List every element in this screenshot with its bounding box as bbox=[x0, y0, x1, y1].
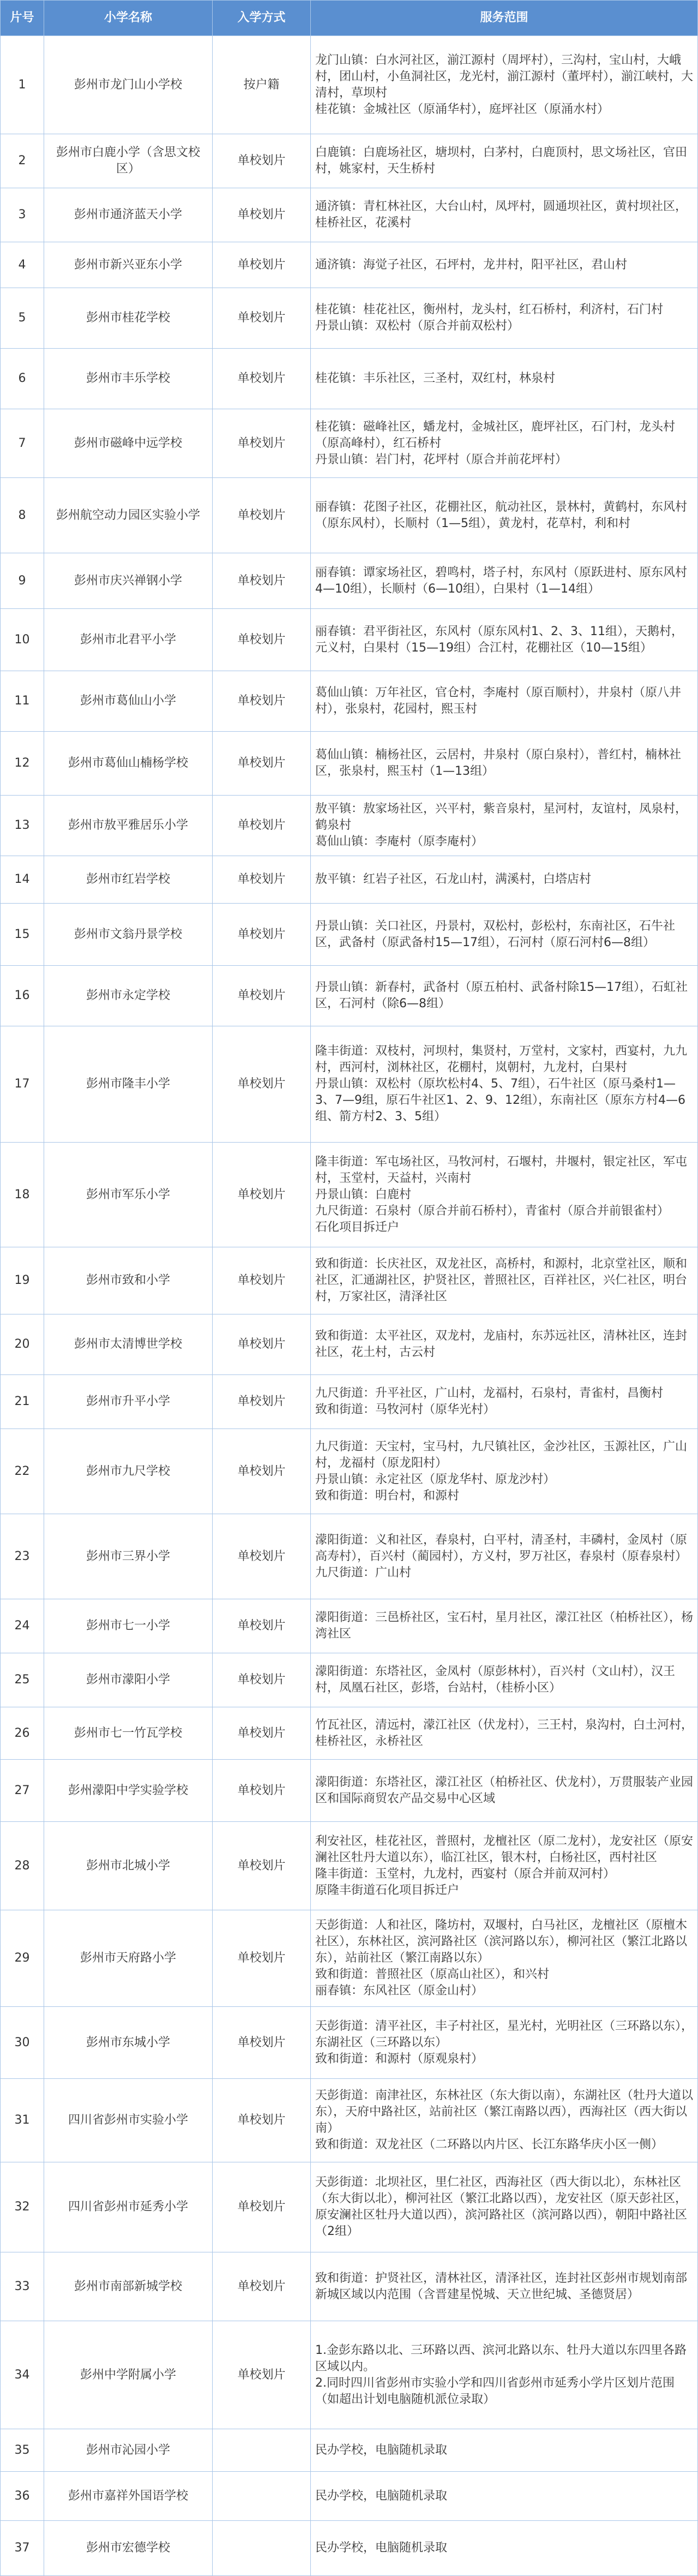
enrollment-method: 单校划片 bbox=[213, 478, 311, 553]
service-area bbox=[311, 1247, 698, 1314]
service-area bbox=[311, 1653, 698, 1707]
table-row bbox=[0, 1707, 698, 1760]
table-row bbox=[0, 1514, 698, 1599]
school-name: 彭州市葛仙山小学 bbox=[44, 671, 213, 731]
service-area-line: 濛阳街道：东塔社区，濛江社区（柏桥社区、伏龙村），万贯服装产业园区和国际商贸农产品交易中心区域 bbox=[315, 1775, 694, 1806]
service-area-line: 致和街道：和源村（原观泉村） bbox=[315, 2052, 484, 2066]
service-area bbox=[311, 856, 698, 903]
service-area bbox=[311, 796, 698, 856]
school-name: 彭州市天府路小学 bbox=[44, 1910, 213, 2006]
school-name: 彭州市文翁丹景学校 bbox=[44, 904, 213, 965]
school-name: 彭州市通济蓝天小学 bbox=[44, 188, 213, 242]
enrollment-method: 单校划片 bbox=[213, 1314, 311, 1374]
service-area-line: 濛阳街道：东塔社区，金凤村（原彭林村），百兴村（文山村），汉王村，凤凰石社区，彭塔，台站村，（桂桥小区） bbox=[315, 1665, 676, 1695]
row-number: 9 bbox=[0, 553, 44, 608]
row-number: 21 bbox=[0, 1375, 44, 1429]
school-name: 彭州市永定学校 bbox=[44, 966, 213, 1026]
table-row bbox=[0, 36, 698, 134]
school-name: 彭州市七一小学 bbox=[44, 1599, 213, 1653]
row-number: 31 bbox=[0, 2079, 44, 2162]
table-row bbox=[0, 349, 698, 409]
row-number: 27 bbox=[0, 1760, 44, 1821]
school-name: 彭州市敖平雅居乐小学 bbox=[44, 796, 213, 856]
service-area bbox=[311, 2007, 698, 2078]
enrollment-method: 单校划片 bbox=[213, 188, 311, 242]
row-number: 22 bbox=[0, 1429, 44, 1514]
enrollment-method: 单校划片 bbox=[213, 671, 311, 731]
service-area-line: 隆丰街道：军屯场社区，马牧河村，石堰村，井堰村，银定社区，军屯村，玉堂村，天益村，兴南村 bbox=[315, 1155, 688, 1185]
row-number: 1 bbox=[0, 36, 44, 134]
row-number: 13 bbox=[0, 796, 44, 856]
row-number: 34 bbox=[0, 2321, 44, 2429]
service-area-line: 隆丰街道：双枝村，河坝村，集贤村，万堂村，文家村，西宴村，九九村，西河村，浏林社区，花棚村，岚朝村，九龙村，白果村 bbox=[315, 1044, 688, 1074]
school-name: 彭州市北城小学 bbox=[44, 1822, 213, 1910]
service-area-line: 竹瓦社区，清远村，濛江社区（伏龙村），三王村，泉沟村，白土河村，桂桥社区，永桥社区 bbox=[315, 1718, 694, 1748]
table-row bbox=[0, 966, 698, 1026]
table-row bbox=[0, 2472, 698, 2521]
service-area-line: 丹景山镇：岩门村，花坪村（原合并前花坪村） bbox=[315, 452, 568, 467]
table-row bbox=[0, 1910, 698, 2007]
school-name: 彭州市沁园小学 bbox=[44, 2429, 213, 2471]
table-row bbox=[0, 288, 698, 349]
service-area bbox=[311, 1910, 698, 2006]
school-name: 彭州市宏德学校 bbox=[44, 2521, 213, 2575]
service-area-line: 民办学校，电脑随机录取 bbox=[315, 2443, 448, 2457]
row-number: 3 bbox=[0, 188, 44, 242]
table-row bbox=[0, 609, 698, 671]
service-area-line: 隆丰街道：玉堂村，九龙村，西宴村（原合并前双河村） bbox=[315, 1867, 616, 1881]
service-area bbox=[311, 2321, 698, 2429]
school-name: 彭州市升平小学 bbox=[44, 1375, 213, 1429]
school-name: 彭州市军乐小学 bbox=[44, 1143, 213, 1247]
service-area bbox=[311, 966, 698, 1026]
row-number: 6 bbox=[0, 349, 44, 409]
school-name: 彭州市丰乐学校 bbox=[44, 349, 213, 409]
enrollment-method: 单校划片 bbox=[213, 1910, 311, 2006]
school-name: 彭州市太清博世学校 bbox=[44, 1314, 213, 1374]
service-area-line: 石化项目拆迁户 bbox=[315, 1220, 400, 1234]
service-area-line: 濛阳街道：三邑桥社区，宝石村，星月社区，濛江社区（柏桥社区），杨湾社区 bbox=[315, 1611, 694, 1641]
service-area-line: 白鹿镇：白鹿场社区，塘坝村，白茅村，白鹿顶村，思文场社区，官田村，姚家村，天生桥村 bbox=[315, 146, 688, 176]
enrollment-method: 单校划片 bbox=[213, 966, 311, 1026]
table-row bbox=[0, 478, 698, 553]
row-number: 28 bbox=[0, 1822, 44, 1910]
table-row bbox=[0, 1143, 698, 1247]
row-number: 33 bbox=[0, 2252, 44, 2321]
service-area bbox=[311, 349, 698, 409]
service-area-line: 民办学校，电脑随机录取 bbox=[315, 2489, 448, 2503]
school-name: 四川省彭州市延秀小学 bbox=[44, 2162, 213, 2252]
table-row bbox=[0, 1375, 698, 1429]
school-name: 彭州市濛阳小学 bbox=[44, 1653, 213, 1707]
service-area-line: 桂花镇：桂花社区，衡州村，龙头村，红石桥村，利济村，石门村 bbox=[315, 303, 664, 316]
school-name: 彭州市南部新城学校 bbox=[44, 2252, 213, 2321]
school-name: 彭州濛阳中学实验学校 bbox=[44, 1760, 213, 1821]
school-name: 彭州中学附属小学 bbox=[44, 2321, 213, 2429]
row-number: 12 bbox=[0, 732, 44, 795]
service-area bbox=[311, 732, 698, 795]
service-area bbox=[311, 2162, 698, 2252]
service-area bbox=[311, 409, 698, 477]
service-area-line: 天彭街道：南津社区，东林社区（东大街以南），东湖社区（牡丹大道以东），天府中路社区，站前社区（繁江南路以西），西海社区（西大街以南） bbox=[315, 2089, 694, 2135]
table-row bbox=[0, 2252, 698, 2321]
table-header-row bbox=[0, 0, 698, 36]
service-area-line: 丹景山镇：永定社区（原龙华村、原龙沙村） bbox=[315, 1472, 556, 1486]
service-area-line: 丹景山镇：双松村（原合并前双松村） bbox=[315, 319, 520, 333]
school-name: 彭州市三界小学 bbox=[44, 1514, 213, 1599]
enrollment-method: 按户籍 bbox=[213, 36, 311, 134]
service-area-line: 1.金彭东路以北、三环路以西、滨河北路以东、牡丹大道以东四里各路区域以内。 bbox=[315, 2343, 687, 2374]
table-row bbox=[0, 242, 698, 288]
service-area-line: 桂花镇：磁峰社区，蟠龙村，金城社区，鹿坪社区，石门村，龙头村（原高峰村），红石桥村 bbox=[315, 420, 676, 450]
enrollment-method: 单校划片 bbox=[213, 242, 311, 288]
row-number: 17 bbox=[0, 1026, 44, 1142]
table-row bbox=[0, 553, 698, 609]
header-enrollment-method: 入学方式 bbox=[213, 1, 311, 35]
table-row bbox=[0, 856, 698, 904]
school-name: 彭州航空动力园区实验小学 bbox=[44, 478, 213, 553]
row-number: 37 bbox=[0, 2521, 44, 2575]
enrollment-method: 单校划片 bbox=[213, 1143, 311, 1247]
table-row bbox=[0, 2429, 698, 2472]
service-area bbox=[311, 609, 698, 671]
enrollment-method: 单校划片 bbox=[213, 1653, 311, 1707]
enrollment-method: 单校划片 bbox=[213, 1707, 311, 1759]
service-area-line: 天彭街道：清平社区，丰子村社区，星光村，光明社区（三环路以东），东湖社区（三环路以东） bbox=[315, 2019, 694, 2049]
header-number: 片号 bbox=[0, 1, 44, 35]
service-area bbox=[311, 1026, 698, 1142]
school-name: 彭州市新兴亚东小学 bbox=[44, 242, 213, 288]
table-row bbox=[0, 1822, 698, 1910]
table-row bbox=[0, 2079, 698, 2162]
service-area bbox=[311, 1375, 698, 1429]
service-area bbox=[311, 671, 698, 731]
row-number: 15 bbox=[0, 904, 44, 965]
row-number: 10 bbox=[0, 609, 44, 671]
service-area bbox=[311, 2521, 698, 2575]
table-body bbox=[0, 36, 698, 2576]
service-area-line: 致和街道：长庆社区，双龙社区，高桥村，和源村，北京堂社区，顺和社区，汇通湖社区，护贤社区，普照社区，百祥社区，兴仁社区，明台村，万家社区，清泽社区 bbox=[315, 1257, 688, 1304]
table-row bbox=[0, 2007, 698, 2079]
header-school-name: 小学名称 bbox=[44, 1, 213, 35]
service-area bbox=[311, 1314, 698, 1374]
enrollment-method: 单校划片 bbox=[213, 1429, 311, 1514]
row-number: 26 bbox=[0, 1707, 44, 1759]
service-area bbox=[311, 553, 698, 608]
school-name: 彭州市磁峰中远学校 bbox=[44, 409, 213, 477]
row-number: 36 bbox=[0, 2472, 44, 2520]
row-number: 16 bbox=[0, 966, 44, 1026]
service-area-line: 丽春镇：东风社区（原金山村） bbox=[315, 1984, 484, 1998]
enrollment-method: 单校划片 bbox=[213, 1247, 311, 1314]
school-name: 彭州市庆兴禅钢小学 bbox=[44, 553, 213, 608]
service-area bbox=[311, 1143, 698, 1247]
service-area-line: 通济镇：青杠林社区，大台山村，凤坪村，圆通坝社区，黄村坝社区，桂桥社区，花溪村 bbox=[315, 200, 688, 230]
service-area-line: 葛仙山镇：李庵村（原李庵村） bbox=[315, 835, 484, 848]
school-name: 彭州市白鹿小学（含思文校区） bbox=[44, 134, 213, 188]
row-number: 25 bbox=[0, 1653, 44, 1707]
enrollment-method: 单校划片 bbox=[213, 134, 311, 188]
enrollment-method: 单校划片 bbox=[213, 553, 311, 608]
row-number: 14 bbox=[0, 856, 44, 903]
service-area-line: 九尺街道：升平社区，广山村，龙福村，石泉村，青雀村，昌衡村 bbox=[315, 1386, 664, 1400]
service-area bbox=[311, 2429, 698, 2471]
service-area bbox=[311, 904, 698, 965]
table-row bbox=[0, 904, 698, 966]
service-area-line: 民办学校，电脑随机录取 bbox=[315, 2541, 448, 2555]
service-area-line: 致和街道：明台村，和源村 bbox=[315, 1489, 460, 1503]
service-area-line: 致和街道：太平社区，双龙村，龙庙村，东苏远社区，清林社区，连封社区，花土村，古云村 bbox=[315, 1329, 688, 1359]
service-area-line: 通济镇：海觉子社区，石坪村，龙井村，阳平社区，君山村 bbox=[315, 258, 628, 272]
table-row bbox=[0, 1429, 698, 1514]
enrollment-method: 单校划片 bbox=[213, 1822, 311, 1910]
service-area-line: 致和街道：护贤社区，清林社区，清泽社区，连封社区彭州市规划南部新城区域以内范围（含晋建星悦城、天立世纪城、圣德贤居） bbox=[315, 2271, 688, 2302]
school-name: 彭州市北君平小学 bbox=[44, 609, 213, 671]
table-row bbox=[0, 1247, 698, 1314]
table-row bbox=[0, 1314, 698, 1375]
enrollment-method: 单校划片 bbox=[213, 1026, 311, 1142]
service-area-line: 丹景山镇：新春村，武备村（原五柏村、武备村除15—17组），石虹社区，石河村（除6—8组） bbox=[315, 981, 688, 1011]
service-area bbox=[311, 1760, 698, 1821]
enrollment-method: 单校划片 bbox=[213, 2252, 311, 2321]
row-number: 19 bbox=[0, 1247, 44, 1314]
service-area-line: 利安社区，桂花社区，普照村，龙檀社区（原二龙村），龙安社区（原安澜社区牡丹大道以东），临江社区，银木村，白杨社区，西村社区 bbox=[315, 1834, 694, 1864]
service-area-line: 丹景山镇：关口社区，丹景村，双松村，彭松村，东南社区，石牛社区，武备村（原武备村15—17组），石河村（原石河村6—8组） bbox=[315, 919, 676, 949]
school-name: 彭州市桂花学校 bbox=[44, 288, 213, 348]
row-number: 29 bbox=[0, 1910, 44, 2006]
school-name: 彭州市致和小学 bbox=[44, 1247, 213, 1314]
service-area-line: 九尺街道：石泉村（原合并前石桥村），青雀村（原合并前银雀村） bbox=[315, 1204, 670, 1218]
school-name: 四川省彭州市实验小学 bbox=[44, 2079, 213, 2162]
service-area bbox=[311, 188, 698, 242]
service-area-line: 致和街道：马牧河村（原华光村） bbox=[315, 1403, 496, 1416]
enrollment-method: 单校划片 bbox=[213, 2321, 311, 2429]
service-area-line: 致和街道：双龙社区（二环路以内片区、长江东路华庆小区一侧） bbox=[315, 2138, 664, 2151]
service-area-line: 丹景山镇：双松村（原坎松村4、5、7组），石牛社区（原马桑村1—3、7—9组，原石牛社区1、2、9、12组），东南社区（原东方村4—6组、箭方村2、3、5组） bbox=[315, 1077, 685, 1123]
service-area-line: 九尺街道：广山村 bbox=[315, 1565, 412, 1580]
row-number: 4 bbox=[0, 242, 44, 288]
row-number: 2 bbox=[0, 134, 44, 188]
service-area-line: 丽春镇：花图子社区，花棚社区，航动社区，景林村，黄鹤村，东风村（原东风村），长顺村（1—5组），黄龙村，花草村，利和村 bbox=[315, 500, 688, 530]
service-area-line: 葛仙山镇：楠杨社区，云居村，井泉村（原白泉村），普红村，楠林社区，张泉村，熙玉村（1—13组） bbox=[315, 748, 682, 778]
service-area bbox=[311, 1707, 698, 1759]
table-row bbox=[0, 671, 698, 732]
service-area-line: 2.同时四川省彭州市实验小学和四川省彭州市延秀小学片区划片范围（如超出计划电脑随机派位录取） bbox=[315, 2376, 675, 2406]
enrollment-method: 单校划片 bbox=[213, 904, 311, 965]
school-name: 彭州市嘉祥外国语学校 bbox=[44, 2472, 213, 2520]
header-service-area: 服务范围 bbox=[311, 1, 698, 35]
school-name: 彭州市七一竹瓦学校 bbox=[44, 1707, 213, 1759]
school-name: 彭州市龙门山小学校 bbox=[44, 36, 213, 134]
enrollment-method: 单校划片 bbox=[213, 349, 311, 409]
school-name: 彭州市红岩学校 bbox=[44, 856, 213, 903]
service-area-line: 龙门山镇：白水河社区，湔江源村（周坪村），三沟村，宝山村，大峨村，团山村，小鱼洞社区，龙光村，湔江源村（董坪村），湔江峡村，大清村，草坝村 bbox=[315, 53, 694, 100]
service-area-line: 敖平镇：敖家场社区，兴平村，紫音泉村，星河村，友谊村，凤泉村，鹤泉村 bbox=[315, 802, 688, 832]
service-area-line: 桂花镇：丰乐社区，三圣村，双红村，林泉村 bbox=[315, 372, 556, 385]
table-row bbox=[0, 188, 698, 242]
service-area-line: 桂花镇：金城社区（原涌华村），庭坪社区（原涌水村） bbox=[315, 102, 610, 116]
table-row bbox=[0, 134, 698, 188]
service-area bbox=[311, 36, 698, 134]
row-number: 32 bbox=[0, 2162, 44, 2252]
row-number: 7 bbox=[0, 409, 44, 477]
enrollment-method: 单校划片 bbox=[213, 409, 311, 477]
enrollment-method: 单校划片 bbox=[213, 1514, 311, 1599]
row-number: 23 bbox=[0, 1514, 44, 1599]
service-area bbox=[311, 1599, 698, 1653]
service-area bbox=[311, 1429, 698, 1514]
service-area bbox=[311, 1822, 698, 1910]
service-area-line: 丽春镇：谭家场社区，碧鸣村，塔子村，东风村（原跃进村、原东风村4—10组），长顺村（6—10组），白果村（1—14组） bbox=[315, 565, 688, 596]
table-row bbox=[0, 796, 698, 856]
enrollment-method: 单校划片 bbox=[213, 2162, 311, 2252]
row-number: 8 bbox=[0, 478, 44, 553]
row-number: 11 bbox=[0, 671, 44, 731]
service-area-line: 丽春镇：君平街社区，东风村（原东风村1、2、3、11组），天鹅村，元义村，白果村（15—19组）合江村，花棚社区（10—15组） bbox=[315, 624, 683, 655]
row-number: 20 bbox=[0, 1314, 44, 1374]
service-area-line: 濛阳街道：义和社区，春泉村，白平村，清圣村，丰磷村，金凤村（原高寿村），百兴村（蔺园村），方义村，罗万社区，春泉村（原春泉村） bbox=[315, 1533, 688, 1563]
table-row bbox=[0, 1760, 698, 1822]
table-row bbox=[0, 2162, 698, 2252]
enrollment-method: 单校划片 bbox=[213, 288, 311, 348]
service-area-line: 敖平镇：红岩子社区，石龙山村，满溪村，白塔店村 bbox=[315, 872, 592, 886]
enrollment-method: 单校划片 bbox=[213, 856, 311, 903]
enrollment-method: 单校划片 bbox=[213, 609, 311, 671]
enrollment-method: 单校划片 bbox=[213, 1760, 311, 1821]
row-number: 24 bbox=[0, 1599, 44, 1653]
enrollment-method bbox=[213, 2472, 311, 2520]
service-area-line: 天彭街道：人和社区，隆坊村，双堰村，白马社区，龙檀社区（原檀木社区），东林社区，滨河路社区（滨河路以东），柳河社区（繁江北路以东），站前社区（繁江南路以东） bbox=[315, 1918, 688, 1965]
table-row bbox=[0, 732, 698, 796]
row-number: 30 bbox=[0, 2007, 44, 2078]
service-area-line: 九尺街道：天宝村，宝马村，九尺镇社区，金沙社区，玉源社区，广山村，龙福村（原龙阳村） bbox=[315, 1439, 688, 1470]
service-area-line: 原隆丰街道石化项目拆迁户 bbox=[315, 1883, 460, 1897]
service-area bbox=[311, 1514, 698, 1599]
enrollment-method: 单校划片 bbox=[213, 1599, 311, 1653]
service-area bbox=[311, 2252, 698, 2321]
enrollment-method: 单校划片 bbox=[213, 2007, 311, 2078]
table-row bbox=[0, 1653, 698, 1707]
enrollment-method: 单校划片 bbox=[213, 732, 311, 795]
service-area bbox=[311, 134, 698, 188]
table-row bbox=[0, 409, 698, 478]
enrollment-method: 单校划片 bbox=[213, 2079, 311, 2162]
enrollment-method: 单校划片 bbox=[213, 1375, 311, 1429]
school-name: 彭州市隆丰小学 bbox=[44, 1026, 213, 1142]
service-area bbox=[311, 478, 698, 553]
school-name: 彭州市九尺学校 bbox=[44, 1429, 213, 1514]
table-row bbox=[0, 2321, 698, 2429]
service-area bbox=[311, 242, 698, 288]
school-name: 彭州市东城小学 bbox=[44, 2007, 213, 2078]
enrollment-method: 单校划片 bbox=[213, 796, 311, 856]
service-area-line: 天彭街道：北坝社区，里仁社区，西海社区（西大街以北），东林社区（东大街以北），柳河社区（繁江北路以西），龙安社区（原天彭社区，原安澜社区牡丹大道以西），滨河路社区（滨河路以西），朝阳中路社区（2组） bbox=[315, 2175, 688, 2238]
service-area bbox=[311, 288, 698, 348]
table-row bbox=[0, 1599, 698, 1653]
enrollment-method bbox=[213, 2429, 311, 2471]
school-name: 彭州市葛仙山楠杨学校 bbox=[44, 732, 213, 795]
row-number: 35 bbox=[0, 2429, 44, 2471]
service-area-line: 致和街道：普照社区（原高山社区），和兴村 bbox=[315, 1968, 550, 1981]
service-area bbox=[311, 2472, 698, 2520]
service-area-line: 葛仙山镇：万年社区，官仓村，李庵村（原百顺村），井泉村（原八井村），张泉村，花园村，熙玉村 bbox=[315, 686, 682, 716]
enrollment-method bbox=[213, 2521, 311, 2575]
row-number: 5 bbox=[0, 288, 44, 348]
service-area bbox=[311, 2079, 698, 2162]
table-row bbox=[0, 2521, 698, 2576]
row-number: 18 bbox=[0, 1143, 44, 1247]
service-area-line: 丹景山镇：白鹿村 bbox=[315, 1187, 412, 1202]
table-row bbox=[0, 1026, 698, 1143]
